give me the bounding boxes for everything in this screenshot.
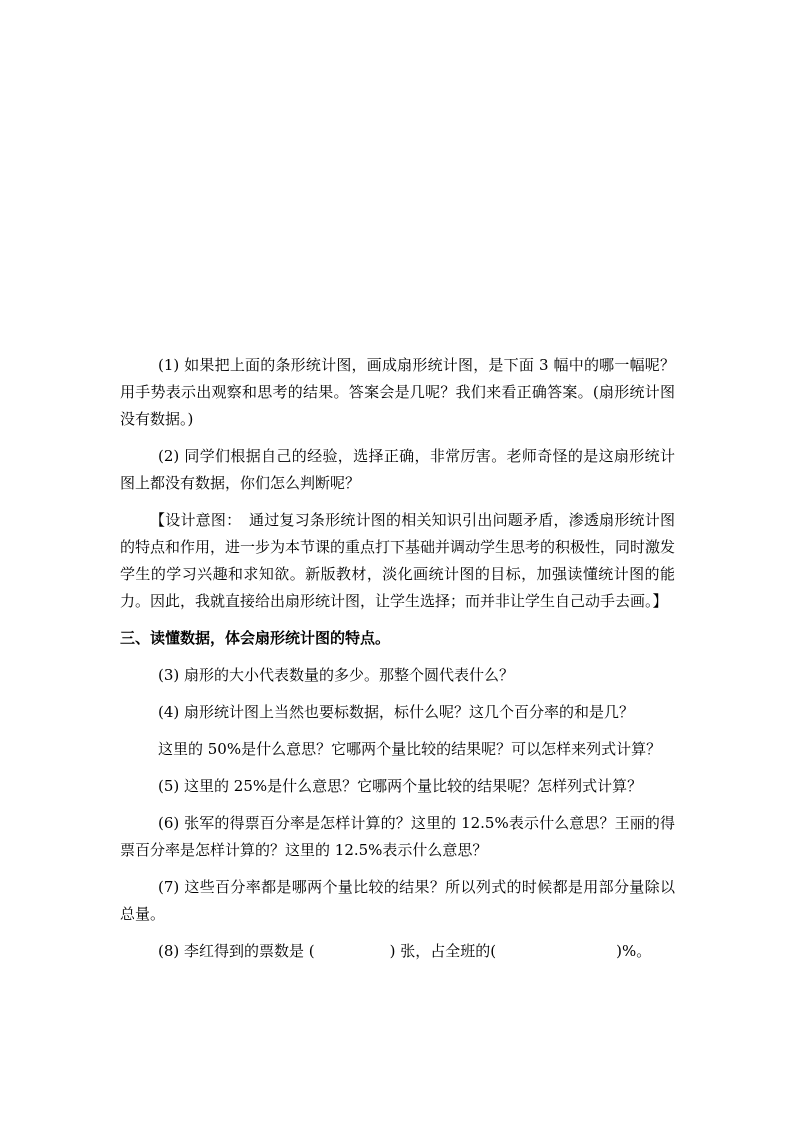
question-5: (5) 这里的 25%是什么意思？它哪两个量比较的结果呢？怎样列式计算？ [158, 777, 643, 795]
question-1: (1) 如果把上面的条形统计图，画成扇形统计图，是下面 3 幅中的哪一幅呢？用手势表示出观察和思考的结果。答案会是几呢？我们来看正确答案。(扇形统计图没有数据。) [120, 356, 675, 428]
question-7: (7) 这些百分率都是哪两个量比较的结果？所以列式的时候都是用部分量除以总量。 [120, 878, 675, 923]
question-6: (6) 张军的得票百分率是怎样计算的？这里的 12.5%表示什么意思？王丽的得票百分率是怎样计算的？这里的 12.5%表示什么意思？ [120, 814, 675, 859]
design-intent-note: 【设计意图： 通过复习条形统计图的相关知识引出问题矛盾，渗透扇形统计图的特点和作用，进一步为本节课的重点打下基础并调动学生思考的积极性，同时激发学生的学习兴趣和求知欲。新版教材，淡化画统计图的目标，加强读懂统计图的能力。因此，我就直接给出扇形统计图，让学生选择；而并非让学生自己动手去画。】 [120, 511, 676, 610]
document-body [120, 352, 675, 965]
question-8: (8) 李红得到的票数是 ( ) 张，占全班的( )%。 [158, 942, 652, 960]
question-4-followup: 这里的 50%是什么意思？它哪两个量比较的结果呢？可以怎样来列式计算？ [158, 740, 662, 758]
question-3: (3) 扇形的大小代表数量的多少。那整个圆代表什么？ [158, 666, 515, 684]
question-2: (2) 同学们根据自己的经验，选择正确，非常厉害。老师奇怪的是这扇形统计图上都没有数据，你们怎么判断呢？ [120, 447, 675, 492]
question-4: (4) 扇形统计图上当然也要标数据，标什么呢？这几个百分率的和是几？ [158, 703, 635, 721]
section-heading: 三、读懂数据，体会扇形统计图的特点。 [120, 629, 391, 647]
